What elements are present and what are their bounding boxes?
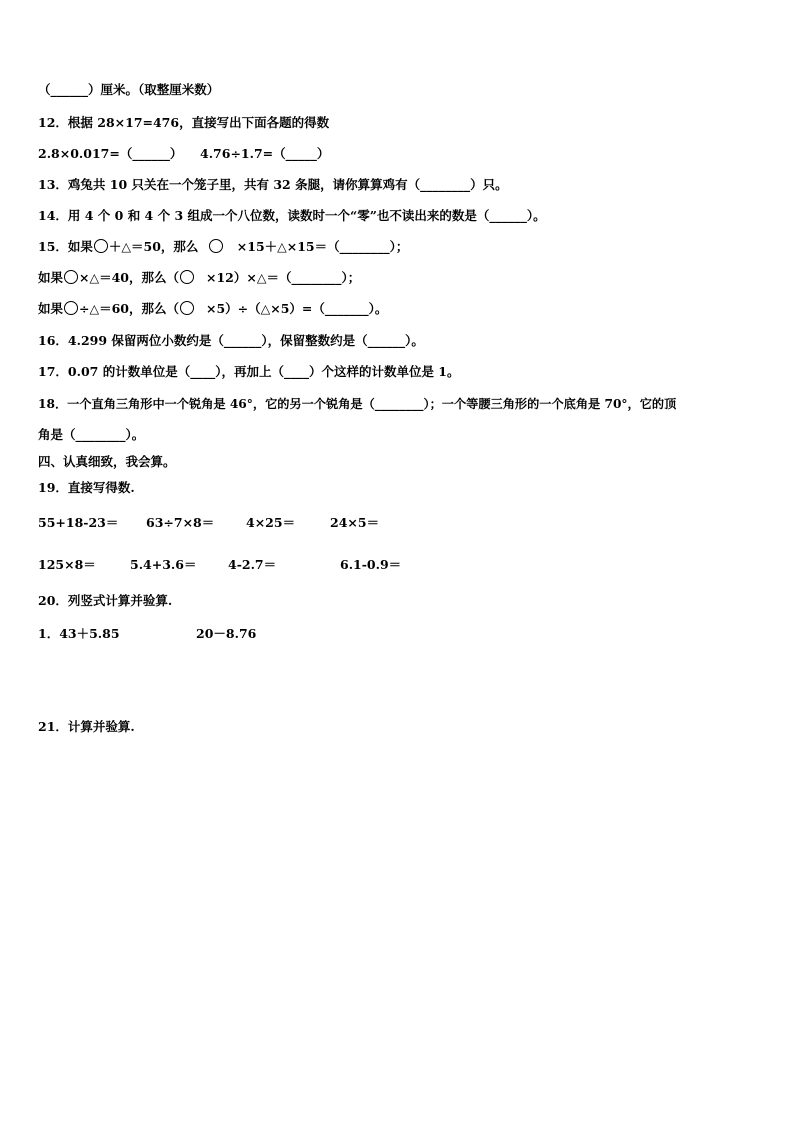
q19-item: 63÷7×8＝	[146, 515, 215, 530]
question-14: 14．用 4 个 0 和 4 个 3 组成一个八位数，读数时一个“零”也不读出来的数是（______）。	[38, 208, 546, 223]
question-21: 21．计算并验算.	[38, 719, 135, 734]
question-19: 19．直接写得数.	[38, 480, 135, 495]
q19-item: 4×25＝	[246, 515, 296, 530]
q19-item: 24×5＝	[330, 515, 380, 530]
q15a-prefix: 15．如果	[38, 239, 93, 254]
q15c-middle: ÷△＝60，那么（	[79, 301, 179, 316]
q15b-middle: ×△＝40，那么（	[79, 270, 179, 285]
circle-symbol-icon	[209, 239, 223, 253]
circle-symbol-icon	[180, 301, 194, 315]
question-12-part-b: 4.76÷1.7=（_____）	[200, 146, 330, 161]
circle-symbol-icon	[64, 270, 78, 284]
question-15-line-2	[38, 270, 360, 286]
question-18-line-1: 18．一个直角三角形中一个锐角是 46°，它的另一个锐角是（________）；一个等腰三角形的一个底角是 70°，它的顶	[38, 397, 677, 411]
q19-item: 5.4+3.6＝	[130, 557, 197, 572]
q15a-suffix: ×15＋△×15＝（________）；	[236, 239, 409, 254]
q15a-middle: ＋△＝50，那么	[108, 239, 199, 254]
circle-symbol-icon	[180, 270, 194, 284]
question-12-part-a: 2.8×0.017=（______）	[38, 146, 183, 161]
answer-line-prev: （______）厘米。（取整厘米数）	[38, 82, 220, 97]
section-4-heading: 四、认真细致，我会算。	[38, 454, 176, 469]
q15b-prefix: 如果	[38, 270, 64, 285]
q19-item: 4-2.7＝	[228, 557, 277, 572]
question-18-line-2: 角是（________）。	[38, 427, 145, 442]
circle-symbol-icon	[94, 239, 108, 253]
question-13: 13．鸡兔共 10 只关在一个笼子里，共有 32 条腿，请你算算鸡有（________）只。	[38, 177, 508, 192]
question-15-line-1	[38, 239, 408, 255]
q20-item: 1．43＋5.85	[38, 626, 120, 641]
q19-item: 125×8＝	[38, 557, 96, 572]
q15c-prefix: 如果	[38, 301, 64, 316]
question-15-line-3	[38, 301, 387, 317]
question-12: 12．根据 28×17=476，直接写出下面各题的得数	[38, 115, 330, 130]
q15b-suffix: ×12）×△＝（________）；	[206, 270, 361, 285]
q20-item: 20－8.76	[196, 626, 257, 641]
circle-symbol-icon	[64, 301, 78, 315]
question-20: 20．列竖式计算并验算.	[38, 593, 173, 608]
q15c-suffix: ×5）÷（△×5）=（_______）。	[206, 301, 388, 316]
question-17: 17．0.07 的计数单位是（____），再加上（____）个这样的计数单位是 1。	[38, 364, 460, 379]
question-16: 16．4.299 保留两位小数约是（______），保留整数约是（______）。	[38, 333, 424, 348]
q19-item: 6.1-0.9＝	[340, 557, 402, 572]
q19-item: 55+18-23＝	[38, 515, 119, 530]
